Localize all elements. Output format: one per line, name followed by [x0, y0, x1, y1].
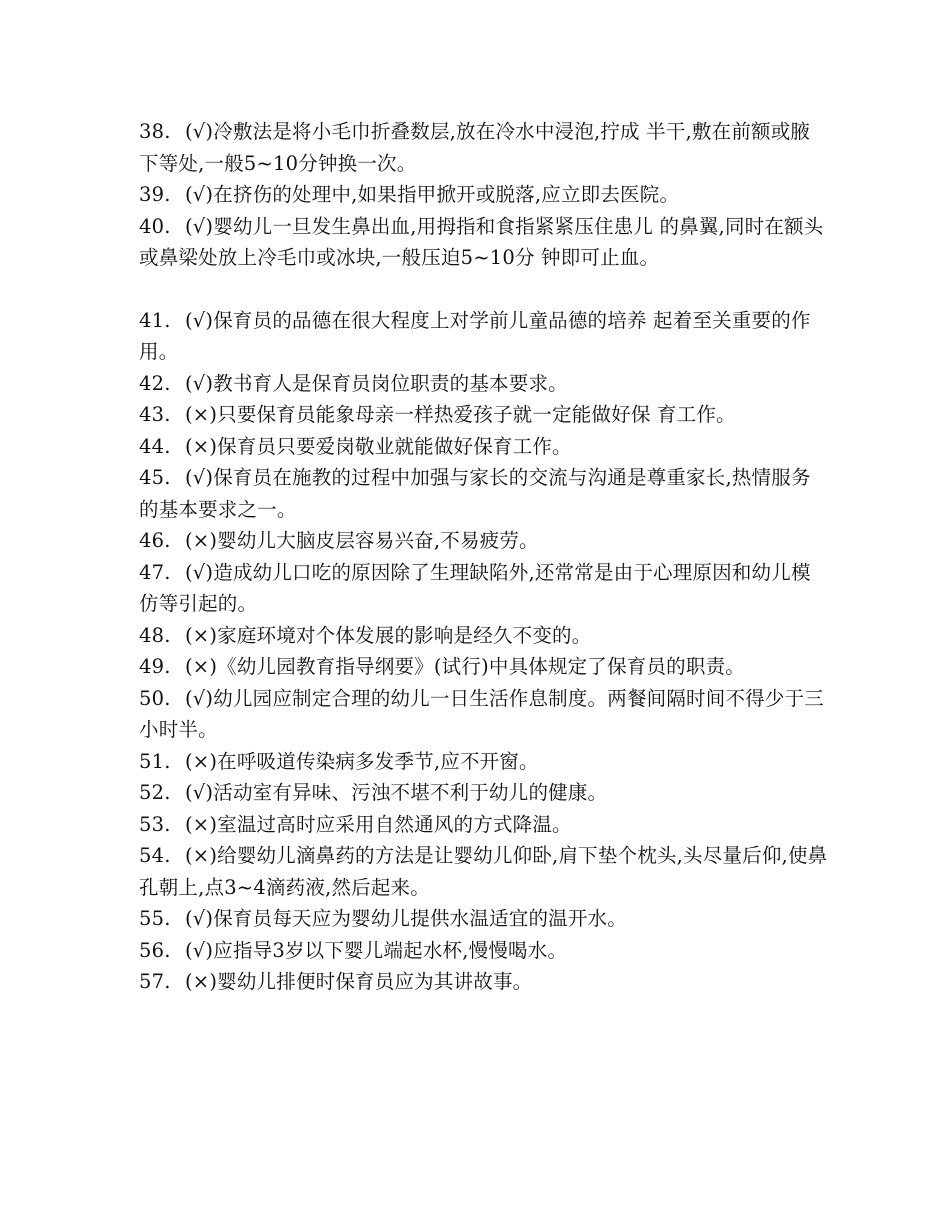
item-text: 室温过高时应采用自然通风的方式降温。	[217, 812, 572, 836]
list-item	[139, 620, 829, 652]
item-number: 40.	[139, 214, 171, 238]
question-list	[139, 116, 829, 998]
answer-mark: (×)	[185, 749, 218, 773]
list-item	[139, 935, 829, 967]
list-item	[139, 525, 829, 557]
answer-mark: (×)	[185, 623, 218, 647]
item-text: 给婴幼儿滴鼻药的方法是让婴幼儿仰卧,肩下垫个枕头,头尽量后仰,使鼻孔朝上,点3~4滴药液,然后起来。	[139, 844, 828, 899]
answer-mark: (×)	[185, 434, 218, 458]
answer-mark: (×)	[185, 403, 218, 426]
list-item	[139, 746, 829, 778]
item-number: 55.	[139, 907, 171, 930]
item-text: 保育员每天应为婴幼儿提供水温适宜的温开水。	[213, 907, 627, 930]
item-text: 在呼吸道传染病多发季节,应不开窗。	[217, 749, 539, 773]
item-number: 44.	[139, 434, 171, 458]
item-text: 保育员的品德在很大程度上对学前儿童品德的培养 起着至关重要的作用。	[139, 308, 811, 363]
item-number: 50.	[139, 686, 171, 710]
item-number: 56.	[139, 938, 171, 962]
answer-mark: (√)	[185, 308, 214, 332]
answer-mark: (√)	[185, 214, 214, 238]
item-number: 54.	[139, 844, 171, 867]
item-number: 41.	[139, 308, 171, 332]
item-number: 49.	[139, 655, 171, 678]
item-text: 在挤伤的处理中,如果指甲掀开或脱落,应立即去医院。	[213, 183, 680, 206]
answer-mark: (√)	[185, 466, 214, 489]
answer-mark: (×)	[185, 812, 218, 836]
answer-mark: (×)	[185, 655, 218, 678]
item-text: 应指导3岁以下婴儿端起水杯,慢慢喝水。	[213, 938, 568, 962]
item-number: 43.	[139, 403, 171, 426]
item-text: 活动室有异味、污浊不堪不利于幼儿的健康。	[213, 781, 608, 804]
list-item	[139, 431, 829, 463]
answer-mark: (√)	[185, 560, 214, 584]
answer-mark: (√)	[185, 120, 214, 143]
item-number: 52.	[139, 781, 171, 804]
item-number: 42.	[139, 371, 171, 395]
answer-mark: (√)	[185, 938, 214, 962]
list-item	[139, 651, 829, 683]
answer-mark: (√)	[185, 907, 214, 930]
item-text: 冷敷法是将小毛巾折叠数层,放在冷水中浸泡,拧成 半干,敷在前额或腋下等处,一般5~10分钟换一次。	[139, 120, 811, 175]
answer-mark: (√)	[185, 371, 214, 395]
item-text: 婴幼儿一旦发生鼻出血,用拇指和食指紧紧压住患儿 的鼻翼,同时在额头或鼻梁处放上冷毛巾或冰块,一般压迫5~10分 钟即可止血。	[139, 214, 824, 269]
list-item	[139, 399, 829, 431]
item-number: 57.	[139, 970, 171, 993]
list-item	[139, 557, 829, 620]
list-item	[139, 809, 829, 841]
list-item	[139, 211, 829, 274]
list-item	[139, 840, 829, 903]
item-text: 婴幼儿大脑皮层容易兴奋,不易疲劳。	[217, 529, 539, 552]
list-item	[139, 966, 829, 998]
item-number: 51.	[139, 749, 171, 773]
item-number: 38.	[139, 120, 171, 143]
list-item	[139, 777, 829, 809]
item-text: 保育员在施教的过程中加强与家长的交流与沟通是尊重家长,热情服务的基本要求之一。	[139, 466, 811, 521]
list-item	[139, 179, 829, 211]
item-text: 造成幼儿口吃的原因除了生理缺陷外,还常常是由于心理原因和幼儿模仿等引起的。	[139, 560, 811, 615]
item-number: 46.	[139, 529, 171, 552]
section-gap	[139, 274, 829, 305]
answer-mark: (×)	[185, 529, 218, 552]
list-item	[139, 368, 829, 400]
list-item	[139, 683, 829, 746]
list-item	[139, 116, 829, 179]
item-text: 保育员只要爱岗敬业就能做好保育工作。	[217, 434, 572, 458]
list-item	[139, 462, 829, 525]
answer-mark: (√)	[185, 686, 214, 710]
list-item	[139, 903, 829, 935]
answer-mark: (√)	[185, 183, 214, 206]
item-text: 教书育人是保育员岗位职责的基本要求。	[213, 371, 568, 395]
item-text: 《幼儿园教育指导纲要》(试行)中具体规定了保育员的职责。	[217, 655, 745, 678]
item-text: 只要保育员能象母亲一样热爱孩子就一定能做好保 育工作。	[217, 403, 736, 426]
item-text: 幼儿园应制定合理的幼儿一日生活作息制度。两餐间隔时间不得少于三小时半。	[139, 686, 824, 741]
answer-mark: (√)	[185, 781, 214, 804]
answer-mark: (×)	[185, 844, 218, 867]
item-number: 53.	[139, 812, 171, 836]
list-item	[139, 305, 829, 368]
item-text: 家庭环境对个体发展的影响是经久不变的。	[217, 623, 592, 647]
item-number: 45.	[139, 466, 171, 489]
item-text: 婴幼儿排便时保育员应为其讲故事。	[217, 970, 533, 993]
answer-mark: (×)	[185, 970, 218, 993]
item-number: 47.	[139, 560, 171, 584]
item-number: 39.	[139, 183, 171, 206]
item-number: 48.	[139, 623, 171, 647]
